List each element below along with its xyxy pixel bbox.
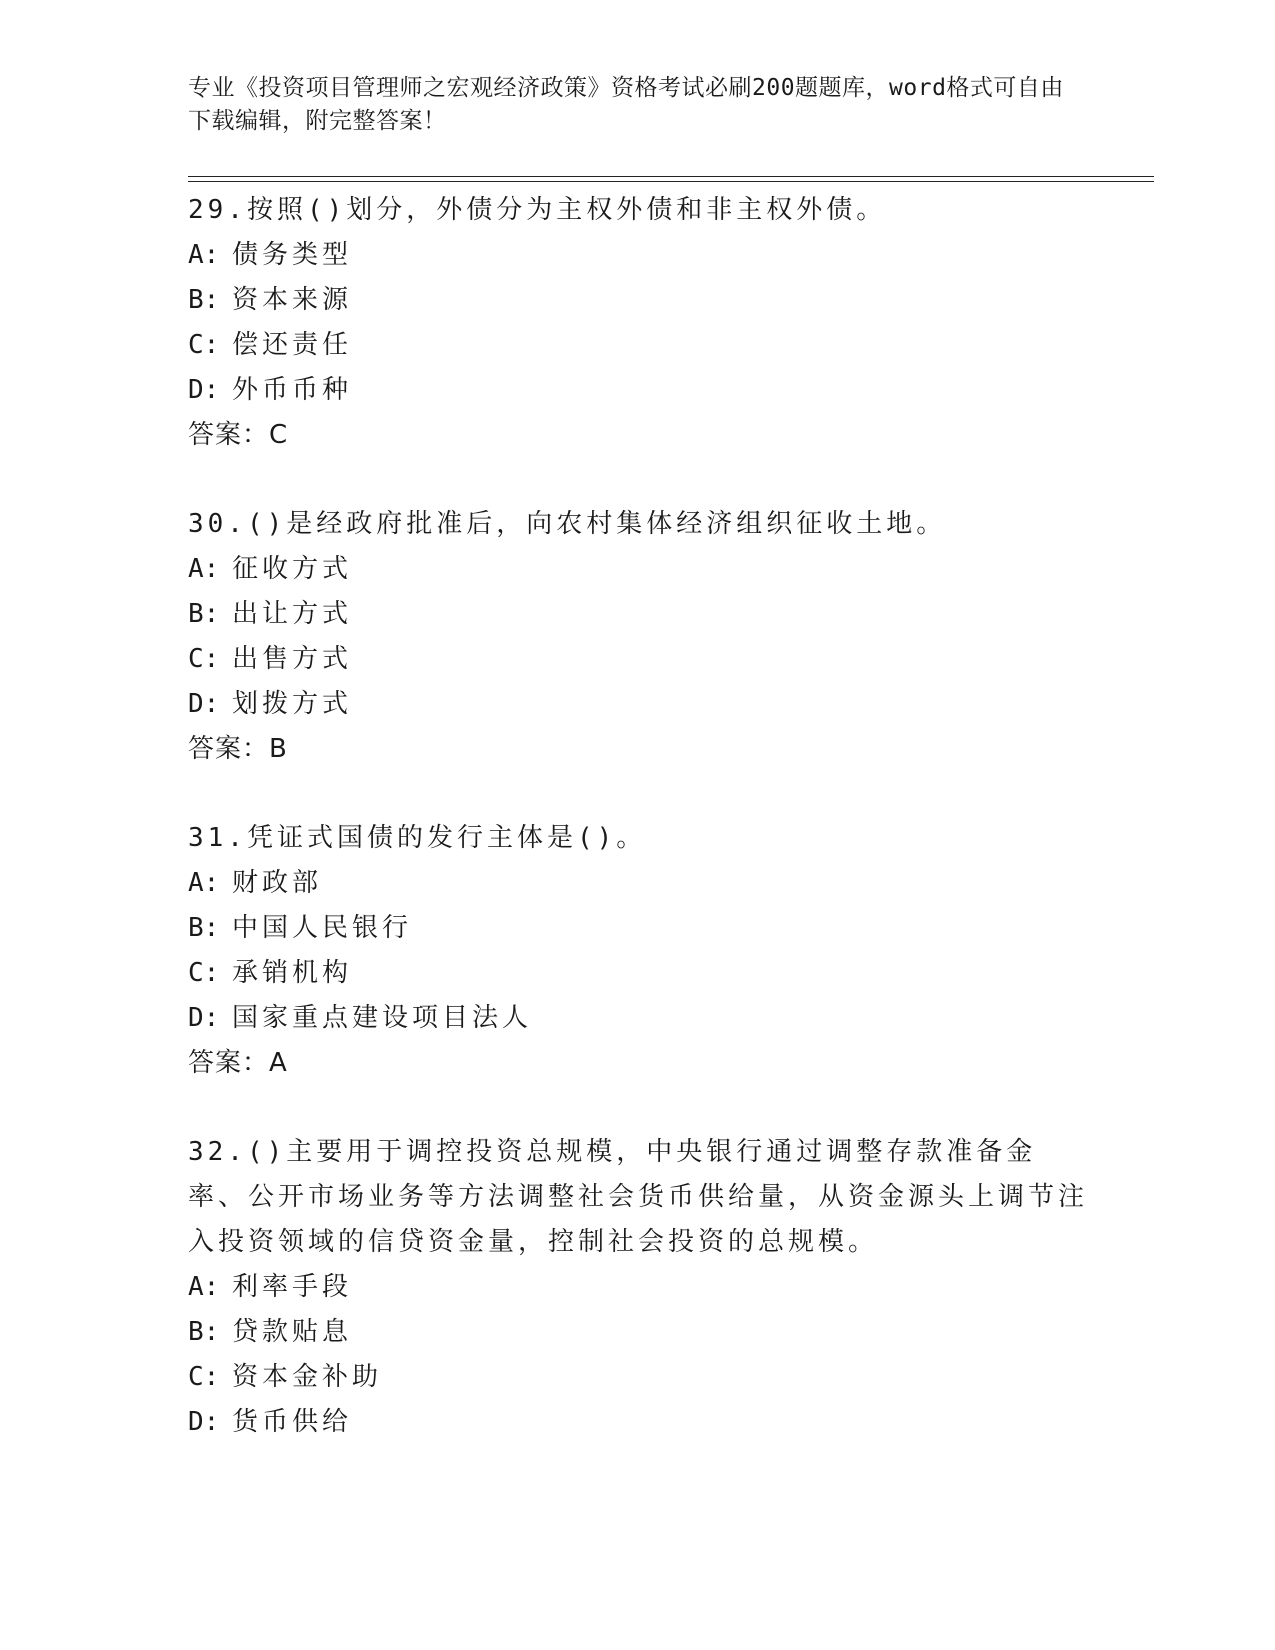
option-text: 外币币种 (232, 375, 353, 405)
option-d (188, 1400, 1088, 1445)
option-text: 偿还责任 (232, 330, 353, 360)
option-text: 出让方式 (232, 599, 353, 629)
option-text: 出售方式 (232, 644, 353, 674)
question-32 (188, 1130, 1088, 1445)
option-text: 资本金补助 (232, 1362, 383, 1392)
option-letter: D: (188, 689, 220, 719)
option-letter: B: (188, 913, 220, 943)
option-letter: B: (188, 285, 220, 315)
option-text: 划拨方式 (232, 689, 353, 719)
option-letter: D: (188, 1003, 220, 1033)
option-a (188, 547, 1088, 592)
option-letter: B: (188, 1317, 220, 1347)
header-rule-top (188, 176, 1154, 177)
option-a (188, 861, 1088, 906)
question-stem: 29.按照()划分，外债分为主权外债和非主权外债。 (188, 195, 887, 225)
document-header: 专业《投资项目管理师之宏观经济政策》资格考试必刷200题题库，word格式可自由下载编辑，附完整答案！ (188, 75, 1064, 134)
option-text: 国家重点建设项目法人 (232, 1003, 533, 1033)
option-letter: C: (188, 330, 220, 360)
option-text: 征收方式 (232, 554, 353, 584)
option-d (188, 368, 1088, 413)
option-text: 利率手段 (232, 1272, 353, 1302)
option-c (188, 1355, 1088, 1400)
header-rule-bottom (188, 181, 1154, 182)
question-31 (188, 816, 1088, 1085)
option-d (188, 996, 1088, 1041)
question-list (188, 188, 1088, 1490)
option-b (188, 1310, 1088, 1355)
option-text: 承销机构 (232, 958, 353, 988)
option-b (188, 278, 1088, 323)
option-text: 货币供给 (232, 1407, 353, 1437)
option-letter: A: (188, 554, 220, 584)
option-c (188, 951, 1088, 996)
question-stem: 30.()是经政府批准后，向农村集体经济组织征收土地。 (188, 509, 947, 539)
option-d (188, 682, 1088, 727)
option-text: 债务类型 (232, 240, 353, 270)
option-text: 贷款贴息 (232, 1317, 353, 1347)
option-letter: C: (188, 644, 220, 674)
option-letter: D: (188, 1407, 220, 1437)
question-29 (188, 188, 1088, 457)
question-stem: 32.()主要用于调控投资总规模，中央银行通过调整存款准备金率、公开市场业务等方法调整社会货币供给量，从资金源头上调节注入投资领域的信贷资金量，控制社会投资的总规模。 (188, 1137, 1089, 1257)
question-30 (188, 502, 1088, 771)
option-letter: B: (188, 599, 220, 629)
option-b (188, 906, 1088, 951)
option-c (188, 323, 1088, 368)
option-a (188, 233, 1088, 278)
option-letter: A: (188, 1272, 220, 1302)
question-stem: 31.凭证式国债的发行主体是()。 (188, 823, 647, 853)
option-text: 资本来源 (232, 285, 353, 315)
option-letter: D: (188, 375, 220, 405)
option-text: 财政部 (232, 868, 323, 898)
option-c (188, 637, 1088, 682)
option-a (188, 1265, 1088, 1310)
option-letter: C: (188, 958, 220, 988)
answer-line: 答案：B (188, 734, 288, 764)
option-letter: A: (188, 868, 220, 898)
option-letter: C: (188, 1362, 220, 1392)
answer-line: 答案：A (188, 1048, 288, 1078)
option-text: 中国人民银行 (232, 913, 413, 943)
option-letter: A: (188, 240, 220, 270)
answer-line: 答案：C (188, 420, 289, 450)
option-b (188, 592, 1088, 637)
